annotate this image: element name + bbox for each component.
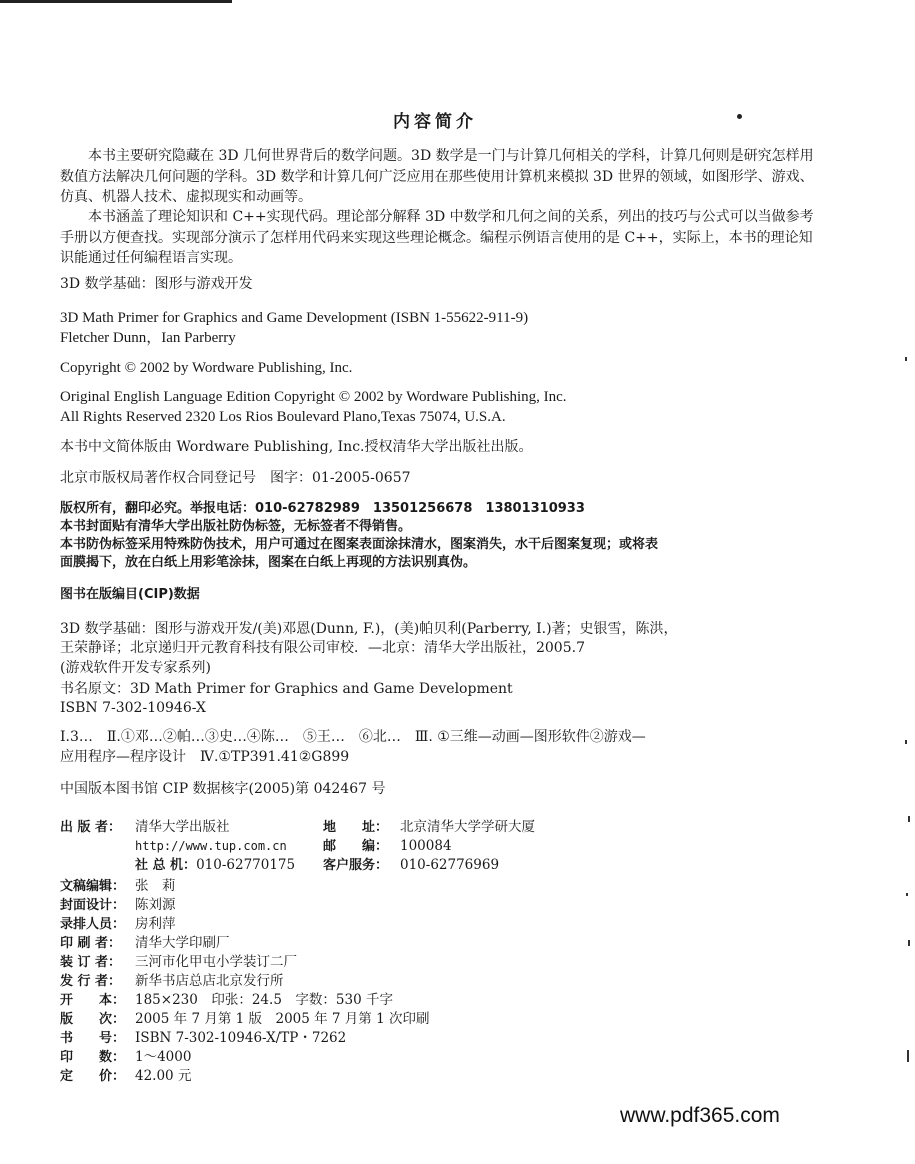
credit-row bbox=[60, 953, 297, 972]
watermark-url: www.pdf365.com bbox=[620, 1104, 780, 1127]
credit-row bbox=[60, 1048, 191, 1067]
credit-value: 陈刘源 bbox=[135, 897, 176, 913]
cip-number-line: 中国版本图书馆 CIP 数据核字(2005)第 042467 号 bbox=[60, 781, 386, 797]
intro-paragraph-2: 本书涵盖了理论知识和 C++实现代码。理论部分解释 3D 中数学和几何之间的关系，列出的技巧与公式可以当做参考手册以方便查找。实现部分演示了怎样用代码来实现这些理论概念。编程示例语言使用的是 C++，实际上，本书的理论知识能通过任何编程语言实现。 bbox=[60, 209, 814, 266]
credit-label: 印 刷 者： bbox=[60, 936, 122, 951]
registration-line: 北京市版权局著作权合同登记号 图字：01-2005-0657 bbox=[60, 470, 411, 486]
cip-line: 王荣静译；北京递归开元教育科技有限公司审校．—北京：清华大学出版社，2005.7 bbox=[60, 640, 585, 656]
switchboard-value: 010-62770175 bbox=[196, 857, 296, 873]
credit-value: 1～4000 bbox=[135, 1049, 192, 1065]
credit-row bbox=[60, 915, 176, 934]
publisher-label: 出 版 者： bbox=[60, 820, 122, 835]
page-title: 内容简介 bbox=[393, 112, 477, 132]
publisher-row bbox=[60, 818, 535, 837]
credit-label: 印 数： bbox=[60, 1050, 126, 1065]
cip-line: 3D 数学基础：图形与游戏开发/(美)邓恩(Dunn, F.)，(美)帕贝利(Parberry, I.)著；史银雪，陈洪， bbox=[60, 621, 678, 637]
notice-line: 本书封面贴有清华大学出版社防伪标签，无标签者不得销售。 bbox=[60, 519, 412, 534]
credit-label: 文稿编辑： bbox=[60, 879, 126, 894]
credit-label: 版 次： bbox=[60, 1012, 126, 1027]
credit-value: 2005 年 7 月第 1 版 2005 年 7 月第 1 次印刷 bbox=[135, 1011, 430, 1027]
credit-label: 开 本： bbox=[60, 993, 126, 1008]
credit-value: ISBN 7-302-10946-X/TP・7262 bbox=[135, 1030, 347, 1046]
credit-label: 封面设计： bbox=[60, 898, 126, 913]
scan-speck bbox=[907, 1050, 909, 1062]
credit-value: 三河市化甲屯小学装订二厂 bbox=[135, 954, 297, 970]
publisher-url: http://www.tup.com.cn bbox=[135, 839, 287, 853]
notice-line: 版权所有，翻印必究。举报电话：010-62782989 13501256678 13801310933 bbox=[60, 501, 585, 516]
notice-line: 面膜揭下，放在白纸上用彩笔涂抹，图案在白纸上再现的方法识别真伪。 bbox=[60, 555, 477, 570]
publisher-name: 清华大学出版社 bbox=[135, 819, 230, 835]
cip-heading: 图书在版编目(CIP)数据 bbox=[60, 587, 200, 602]
intro-paragraph-1: 本书主要研究隐藏在 3D 几何世界背后的数学问题。3D 数学是一门与计算几何相关的学科，计算几何则是研究怎样用数值方法解决几何问题的学科。3D 数学和计算几何广泛应用在那些使用计算机来模拟 3D 世界的领域，如图形学、游戏、仿真、机器人技术、虚拟现实和动画等。 bbox=[60, 148, 814, 205]
cip-line: 书名原文：3D Math Primer for Graphics and Game Development bbox=[60, 681, 513, 697]
zip-label: 邮 编： bbox=[323, 839, 389, 854]
chinese-title-line: 3D 数学基础：图形与游戏开发 bbox=[60, 276, 253, 292]
address-value: 北京清华大学学研大厦 bbox=[400, 819, 535, 835]
copyright-line: Copyright © 2002 by Wordware Publishing, Inc. bbox=[60, 360, 353, 376]
credit-value: 新华书店总店北京发行所 bbox=[135, 973, 284, 989]
credit-value: 张 莉 bbox=[135, 878, 176, 894]
customer-service-value: 010-62776969 bbox=[400, 857, 500, 873]
credit-row bbox=[60, 934, 230, 953]
credit-value: 185×230 印张：24.5 字数：530 千字 bbox=[135, 992, 393, 1008]
scan-speck bbox=[908, 940, 910, 946]
notice-line: 本书防伪标签采用特殊防伪技术，用户可通过在图案表面涂抹清水，图案消失，水干后图案复现；或将表 bbox=[60, 537, 659, 552]
credit-label: 录排人员： bbox=[60, 917, 126, 932]
classification-line: 应用程序—程序设计 Ⅳ.①TP391.41②G899 bbox=[60, 749, 350, 765]
address-label: 地 址： bbox=[323, 820, 389, 835]
switchboard-label: 社 总 机： bbox=[135, 858, 197, 873]
authorization-line: 本书中文简体版由 Wordware Publishing, Inc.授权清华大学出版社出版。 bbox=[60, 439, 533, 455]
original-edition-line: Original English Language Edition Copyright © 2002 by Wordware Publishing, Inc. bbox=[60, 389, 567, 405]
rights-line: All Rights Reserved 2320 Los Rios Boulevard Plano,Texas 75074, U.S.A. bbox=[60, 409, 506, 425]
customer-service-label: 客户服务： bbox=[323, 858, 389, 873]
credit-row bbox=[60, 1029, 346, 1048]
scan-speck bbox=[906, 893, 908, 896]
zip-value: 100084 bbox=[400, 838, 452, 854]
original-authors-line: Fletcher Dunn，Ian Parberry bbox=[60, 330, 236, 346]
credit-label: 发 行 者： bbox=[60, 974, 122, 989]
credit-value: 房利萍 bbox=[135, 916, 176, 932]
credit-row bbox=[60, 1010, 429, 1029]
scan-speck bbox=[908, 816, 910, 822]
credit-label: 书 号： bbox=[60, 1031, 126, 1046]
credit-row bbox=[60, 972, 284, 991]
scan-speck bbox=[905, 740, 907, 744]
scan-speck bbox=[905, 357, 907, 361]
credit-row bbox=[60, 877, 176, 896]
credit-row bbox=[60, 896, 176, 915]
classification-line: Ⅰ.3… Ⅱ.①邓…②帕…③史…④陈… ⑤王… ⑥北… Ⅲ. ①三维—动画—图形软件②游戏— bbox=[60, 729, 646, 745]
credit-row bbox=[60, 1067, 191, 1086]
credit-value: 清华大学印刷厂 bbox=[135, 935, 230, 951]
credit-value: 42.00 元 bbox=[135, 1068, 192, 1084]
credit-label: 装 订 者： bbox=[60, 955, 122, 970]
cip-line: ISBN 7-302-10946-X bbox=[60, 700, 206, 716]
credit-label: 定 价： bbox=[60, 1069, 126, 1084]
original-title-line: 3D Math Primer for Graphics and Game Development (ISBN 1-55622-911-9) bbox=[60, 310, 529, 326]
top-border-line bbox=[0, 0, 232, 3]
cip-line: (游戏软件开发专家系列) bbox=[60, 660, 211, 676]
credit-row bbox=[60, 991, 393, 1010]
